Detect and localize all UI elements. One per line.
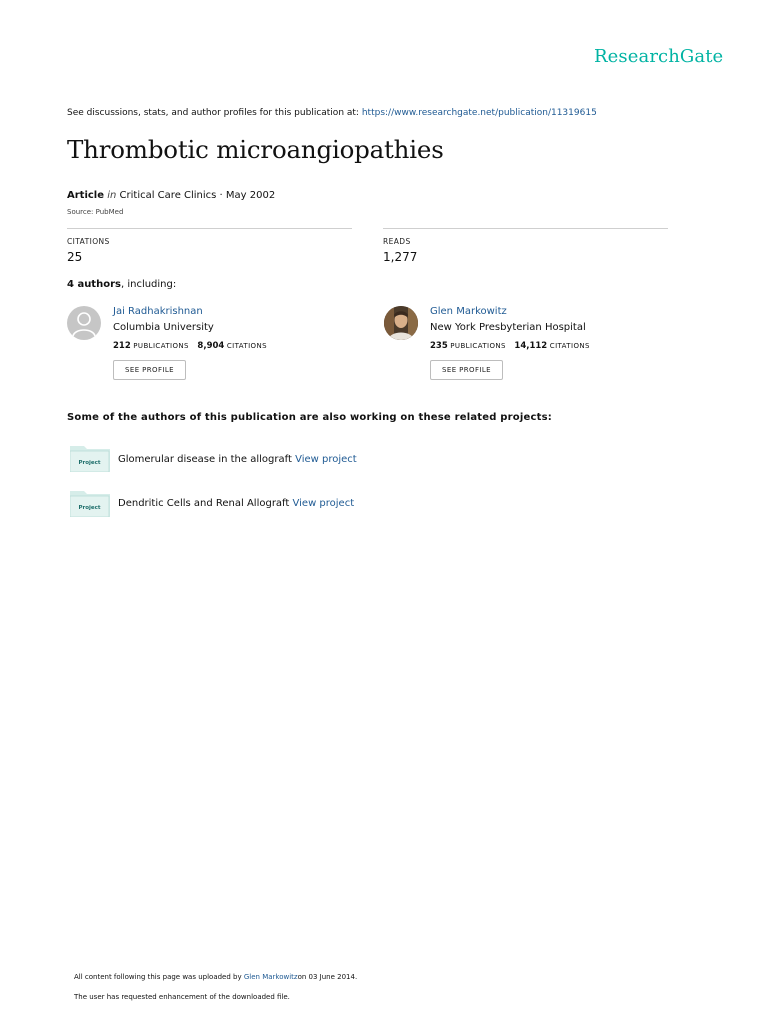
project-folder-label: Project xyxy=(78,505,101,511)
citations-value: 25 xyxy=(67,250,83,264)
publication-url-link[interactable]: https://www.researchgate.net/publication/11319615 xyxy=(361,108,597,118)
author-institution: Columbia University xyxy=(113,322,214,333)
uploader-link[interactable]: Glen Markowitz xyxy=(243,973,298,981)
author-institution: New York Presbyterian Hospital xyxy=(430,322,586,333)
reads-value: 1,277 xyxy=(383,250,418,264)
view-project-link[interactable]: View project xyxy=(295,454,357,465)
publication-meta xyxy=(67,190,275,201)
in-word: in xyxy=(107,190,117,201)
citations-divider xyxy=(67,228,352,229)
researchgate-logo[interactable]: ResearchGate xyxy=(594,46,724,67)
journal-info: Critical Care Clinics · May 2002 xyxy=(119,190,276,201)
project-name: Dendritic Cells and Renal Allograft xyxy=(118,498,290,509)
publications-label: PUBLICATIONS xyxy=(450,342,506,350)
project-item xyxy=(118,454,357,465)
enhancement-note: The user has requested enhancement of the downloaded file. xyxy=(74,993,290,1001)
publications-label: PUBLICATIONS xyxy=(133,342,189,350)
project-folder-icon[interactable] xyxy=(70,489,110,517)
project-name: Glomerular disease in the allograft xyxy=(118,454,292,465)
publication-type: Article xyxy=(67,190,105,201)
author-stats xyxy=(113,341,273,351)
publication-count: 235 xyxy=(430,341,448,351)
citations-label: CITATIONS xyxy=(67,237,110,246)
authors-count: 4 authors xyxy=(67,279,121,290)
project-item xyxy=(118,498,354,509)
upload-prefix: All content following this page was uploaded by xyxy=(74,973,242,981)
discussion-text: See discussions, stats, and author profiles for this publication at: xyxy=(67,108,359,118)
see-profile-button[interactable]: SEE PROFILE xyxy=(113,360,186,380)
publication-count: 212 xyxy=(113,341,131,351)
project-folder-label: Project xyxy=(78,460,101,466)
upload-note xyxy=(74,973,357,981)
author-name[interactable]: Jai Radhakrishnan xyxy=(113,306,203,317)
author-stats xyxy=(430,341,596,351)
related-projects-heading: Some of the authors of this publication are also working on these related projects: xyxy=(67,412,552,423)
citations-label: CITATIONS xyxy=(549,342,590,350)
publication-source: Source: PubMed xyxy=(67,208,124,216)
author-photo[interactable] xyxy=(384,306,418,340)
discussion-line xyxy=(67,108,597,118)
citations-label: CITATIONS xyxy=(226,342,267,350)
authors-suffix: , including: xyxy=(120,279,177,290)
reads-label: READS xyxy=(383,237,411,246)
view-project-link[interactable]: View project xyxy=(292,498,355,509)
citation-count: 8,904 xyxy=(197,341,225,351)
publication-title: Thrombotic microangiopathies xyxy=(67,135,444,164)
see-profile-button[interactable]: SEE PROFILE xyxy=(430,360,503,380)
citation-count: 14,112 xyxy=(514,341,548,351)
generic-avatar-icon[interactable] xyxy=(67,306,101,340)
authors-heading xyxy=(67,279,176,290)
reads-divider xyxy=(383,228,668,229)
author-name[interactable]: Glen Markowitz xyxy=(430,306,507,317)
project-folder-icon[interactable] xyxy=(70,444,110,472)
upload-suffix: on 03 June 2014. xyxy=(297,973,358,981)
